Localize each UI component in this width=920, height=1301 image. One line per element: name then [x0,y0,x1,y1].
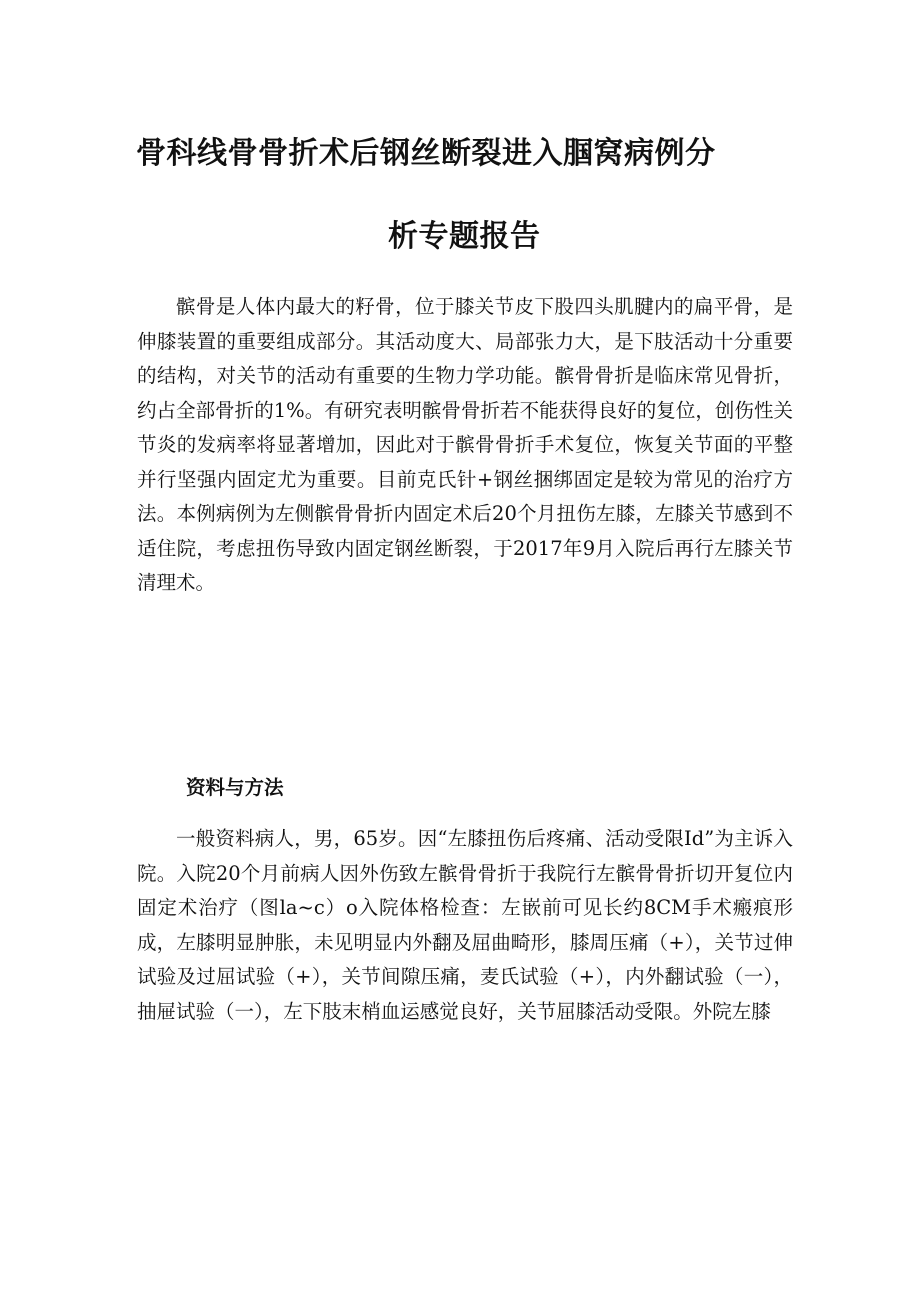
document-title-line-1: 骨科线骨骨折术后钢丝断裂进入腘窝病例分 [136,136,716,171]
case-paragraph: 一般资料病人，男，65岁。因“左膝扭伤后疼痛、活动受限Id”为主诉入院。入院20个月前病人因外伤致左髌骨骨折于我院行左髌骨骨折切开复位内固定术治疗（图la~c）o入院体格检查：左嵌前可见长约8CM手术瘢痕形成，左膝明显肿胀，未见明显内外翻及屈曲畸形，膝周压痛（+），关节过伸试验及过屈试验（+），关节间隙压痛，麦氏试验（+），内外翻试验（一），抽屉试验（一），左下肢末梢血运感觉良好，关节屈膝活动受限。外院左膝 [137,827,793,1023]
intro-paragraph: 髌骨是人体内最大的籽骨，位于膝关节皮下股四头肌腱内的扁平骨，是伸膝装置的重要组成部分。其活动度大、局部张力大，是下肢活动十分重要的结构，对关节的活动有重要的生物力学功能。髌骨骨折是临床常见骨折，约占全部骨折的1%。有研究表明髌骨骨折若不能获得良好的复位，创伤性关节炎的发病率将显著增加，因此对于髌骨骨折手术复位，恢复关节面的平整并行坚强内固定尤为重要。目前克氏针+钢丝捆绑固定是较为常见的治疗方法。本例病例为左侧髌骨骨折内固定术后20个月扭伤左膝，左膝关节感到不适住院，考虑扭伤导致内固定钢丝断裂，于2017年9月入院后再行左膝关节清理术。 [137,295,793,594]
section-heading: 资料与方法 [186,776,284,799]
document-title-line-2: 析专题报告 [388,219,541,254]
